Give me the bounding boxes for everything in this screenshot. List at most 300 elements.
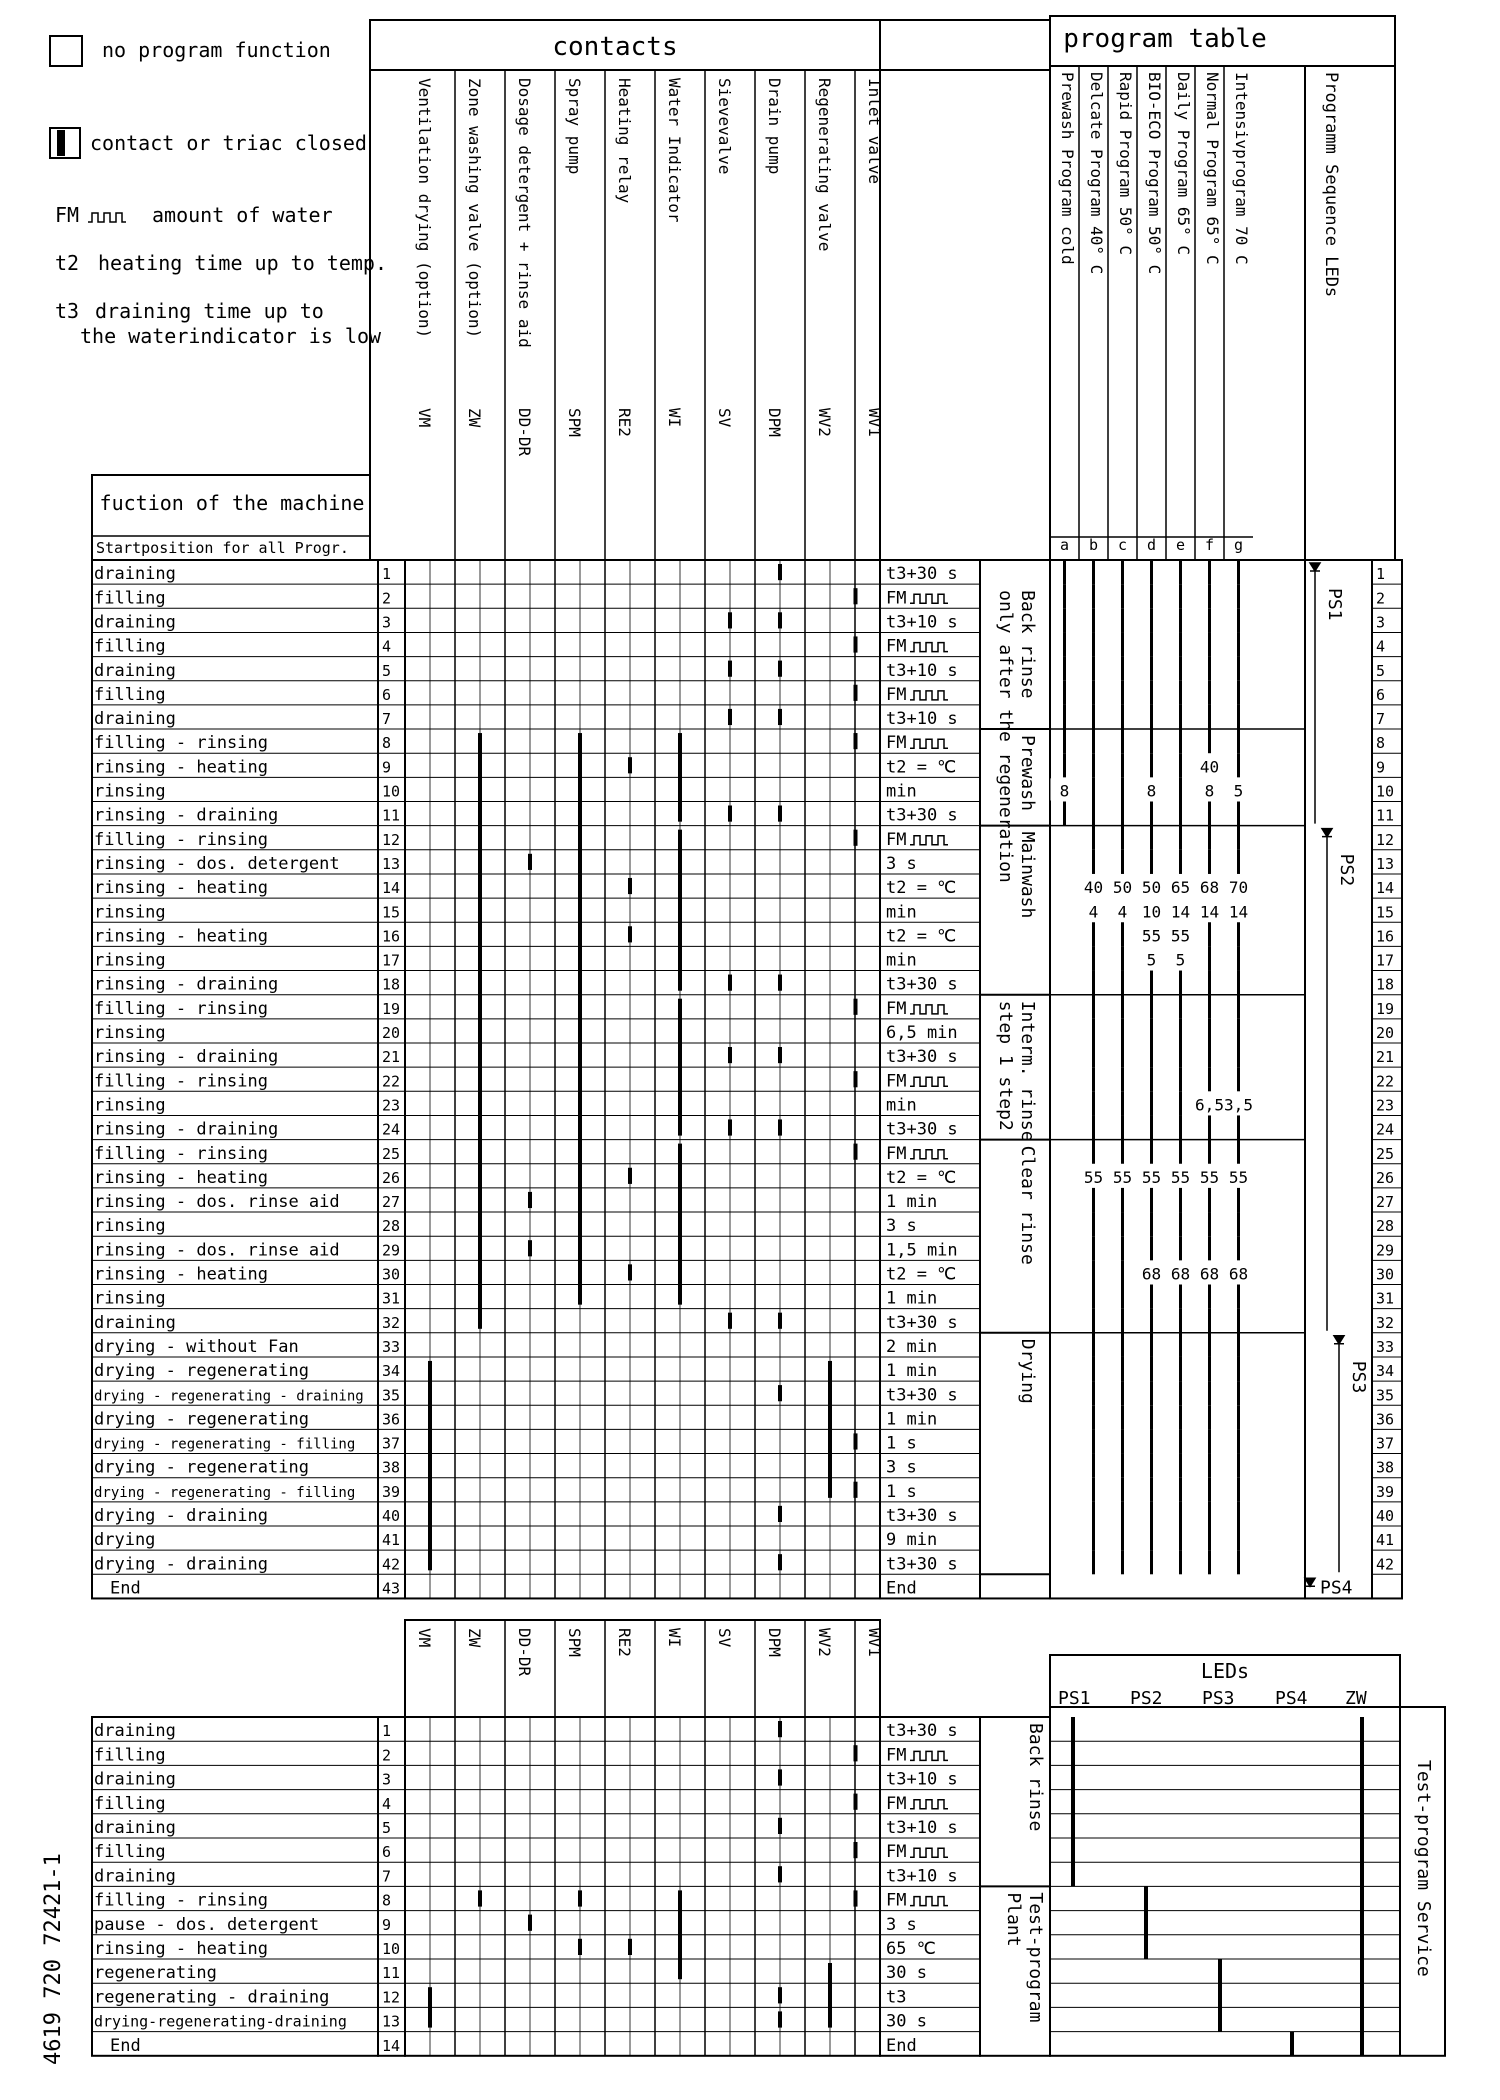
- program-bar: [1121, 1285, 1124, 1309]
- step-time: 3 s: [886, 1914, 917, 1935]
- test-contact-bar: [528, 1915, 532, 1931]
- program-value: 55: [1228, 1167, 1249, 1187]
- test-contact-bar: [854, 1842, 858, 1858]
- program-bar: [1121, 1333, 1124, 1357]
- phase-label: Drying: [1017, 1338, 1038, 1404]
- contact-bar: [528, 1192, 532, 1208]
- program-value: 50: [1112, 878, 1133, 898]
- test-led-bar: [1071, 1717, 1075, 1886]
- contact-bar: [778, 709, 782, 725]
- program-bar: [1179, 1188, 1182, 1212]
- program-value: 55: [1170, 926, 1191, 946]
- test-contact-bar: [778, 1987, 782, 2003]
- program-value: 70: [1228, 878, 1249, 898]
- step-function: rinsing - draining: [94, 805, 279, 826]
- program-bar: [1179, 1091, 1182, 1115]
- program-bar: [1150, 753, 1153, 777]
- program-bar: [1092, 826, 1095, 850]
- program-bar: [1179, 1454, 1182, 1478]
- program-grid: [1050, 560, 1305, 1598]
- program-bar: [1208, 1212, 1211, 1236]
- test-contact-bar: [478, 1890, 482, 1906]
- program-bar: [1150, 1043, 1153, 1067]
- test-led-bar: [1144, 1886, 1148, 1959]
- test-contact-code: ZW: [465, 1628, 484, 1648]
- program-name: Prewash Program cold: [1058, 72, 1077, 265]
- program-bar: [1121, 1115, 1124, 1139]
- program-table-title: program table: [1063, 24, 1267, 54]
- step-time: FM: [886, 1745, 907, 1766]
- program-bar: [1092, 1236, 1095, 1260]
- step-function: filling: [94, 684, 166, 705]
- test-step-number: 1: [382, 1722, 392, 1741]
- program-bar: [1208, 1236, 1211, 1260]
- step-function: rinsing - draining: [94, 1047, 279, 1068]
- program-bar: [1208, 1309, 1211, 1333]
- program-bar: [1179, 971, 1182, 995]
- program-bar: [1237, 1309, 1240, 1333]
- program-bar: [1092, 632, 1095, 656]
- program-value: 55: [1083, 1167, 1104, 1187]
- program-bar: [1150, 729, 1153, 753]
- step-number: 36: [382, 1410, 401, 1429]
- step-function: drying: [94, 1530, 156, 1551]
- program-bar: [1121, 1429, 1124, 1453]
- step-time: t3+30 s: [886, 1385, 958, 1406]
- program-letter: d: [1146, 536, 1157, 554]
- program-bar: [1121, 1550, 1124, 1574]
- program-bar: [1063, 802, 1066, 826]
- program-bar: [1063, 560, 1066, 584]
- program-bar: [1237, 1454, 1240, 1478]
- program-bar: [1208, 1019, 1211, 1043]
- step-number-right: 14: [1376, 879, 1395, 898]
- program-bar: [1179, 1405, 1182, 1429]
- program-bar: [1237, 657, 1240, 681]
- step-function: drying - draining: [94, 1506, 268, 1526]
- contact-bar: [628, 878, 632, 894]
- program-bar: [1092, 971, 1095, 995]
- step-number: 8: [382, 734, 392, 753]
- step-number-right: 28: [1376, 1217, 1395, 1236]
- program-bar: [1092, 1454, 1095, 1478]
- program-bar: [1150, 1478, 1153, 1502]
- program-bar: [1150, 1357, 1153, 1381]
- step-number: 16: [382, 927, 401, 946]
- program-bar: [1179, 705, 1182, 729]
- test-contact-bar: [678, 1890, 682, 1979]
- program-bar: [1150, 995, 1153, 1019]
- step-number-right: 41: [1376, 1531, 1395, 1550]
- program-bar: [1121, 681, 1124, 705]
- step-number-right: 22: [1376, 1072, 1395, 1091]
- program-bar: [1092, 608, 1095, 632]
- contact-code: DPM: [765, 408, 784, 437]
- program-value: 55: [1199, 1167, 1220, 1187]
- contact-bar: [854, 588, 858, 604]
- contact-name: Ventilation drying (option): [415, 78, 434, 339]
- step-function: drying - regenerating - filling: [94, 1436, 356, 1453]
- start-position-note: Startposition for all Progr.: [96, 539, 349, 557]
- program-bar: [1208, 632, 1211, 656]
- program-value: 14: [1170, 902, 1191, 922]
- sequence-leds-title: Programm Sequence LEDs: [1321, 72, 1341, 298]
- contact-bar: [778, 661, 782, 677]
- step-time: t3+30 s: [886, 1721, 958, 1742]
- led-diode-icon: [1322, 829, 1332, 837]
- step-number: 39: [382, 1482, 401, 1501]
- program-bar: [1063, 753, 1066, 777]
- test-leds-title: LEDs: [1200, 1659, 1250, 1683]
- program-bar: [1121, 1478, 1124, 1502]
- step-time: 1 min: [886, 1409, 938, 1430]
- fm-pulse-icon: [910, 1897, 948, 1906]
- program-bar: [1179, 1333, 1182, 1357]
- step-time: 2 min: [886, 1336, 938, 1357]
- program-bar: [1208, 1405, 1211, 1429]
- program-bar: [1179, 777, 1182, 801]
- program-bar: [1150, 850, 1153, 874]
- step-time: t3+10 s: [886, 660, 958, 681]
- program-bar: [1208, 1043, 1211, 1067]
- phase-label: Interm. rinse: [1017, 1000, 1038, 1142]
- contact-bar: [528, 1240, 532, 1256]
- step-number-right: 6: [1376, 685, 1386, 704]
- step-function: draining: [94, 660, 176, 681]
- program-bar: [1092, 729, 1095, 753]
- program-bar: [1121, 1502, 1124, 1526]
- test-contact-bar: [778, 1866, 782, 1882]
- step-number: 1: [382, 565, 392, 584]
- test-led-label: PS1: [1058, 1688, 1091, 1709]
- program-bar: [1179, 1526, 1182, 1550]
- led-diode-icon: [1305, 1578, 1315, 1586]
- step-time: 30 s: [886, 2011, 927, 2032]
- program-bar: [1092, 681, 1095, 705]
- program-bar: [1092, 705, 1095, 729]
- program-bar: [1121, 632, 1124, 656]
- step-number: 41: [382, 1531, 401, 1550]
- program-bar: [1121, 946, 1124, 970]
- step-function: rinsing: [94, 1288, 166, 1309]
- step-time: 9 min: [886, 1530, 938, 1551]
- step-number: 9: [382, 758, 392, 777]
- phase-label: Mainwash: [1017, 831, 1038, 919]
- program-value: 65: [1170, 878, 1191, 898]
- contact-bar: [854, 1482, 858, 1498]
- contact-bar: [578, 733, 582, 1305]
- contact-name: Regenerating valve: [815, 78, 834, 252]
- contact-bar: [778, 564, 782, 580]
- no-function-box-icon: [50, 36, 82, 66]
- program-bar: [1208, 1502, 1211, 1526]
- step-number: 28: [382, 1217, 401, 1236]
- program-bar: [1092, 1550, 1095, 1574]
- phase-sublabel: step 1 step2: [995, 1000, 1016, 1131]
- test-contact-code: WI: [665, 1628, 684, 1648]
- program-bar: [1237, 1550, 1240, 1574]
- contact-closed-bar-icon: [57, 130, 65, 156]
- program-bar: [1150, 1454, 1153, 1478]
- step-function: drying - regenerating - draining: [94, 1388, 364, 1405]
- step-number-right: 29: [1376, 1241, 1395, 1260]
- contact-name: Spray pump: [565, 78, 584, 175]
- legend-fm-key: FM: [55, 203, 80, 227]
- program-bar: [1208, 850, 1211, 874]
- program-bar: [1092, 657, 1095, 681]
- program-bar: [1092, 1067, 1095, 1091]
- program-bar: [1208, 946, 1211, 970]
- step-number-right: 35: [1376, 1386, 1395, 1405]
- contact-bar: [854, 1433, 858, 1449]
- step-number-right: 33: [1376, 1337, 1395, 1356]
- program-bar: [1179, 584, 1182, 608]
- program-bar: [1150, 1212, 1153, 1236]
- step-number: 38: [382, 1458, 401, 1477]
- step-number-right: 4: [1376, 637, 1386, 656]
- program-bar: [1150, 802, 1153, 826]
- step-number: 11: [382, 806, 401, 825]
- step-function: filling - rinsing: [94, 1143, 268, 1164]
- function-header: fuction of the machine: [99, 491, 365, 515]
- step-time: min: [886, 902, 917, 923]
- test-step-number: 12: [382, 1988, 401, 2007]
- step-number: 13: [382, 854, 401, 873]
- step-time: FM: [886, 1071, 907, 1092]
- step-function: rinsing - draining: [94, 974, 279, 995]
- program-bar: [1237, 802, 1240, 826]
- program-bar: [1208, 1333, 1211, 1357]
- program-bar: [1179, 1478, 1182, 1502]
- phase-label: Prewash: [1017, 735, 1038, 811]
- test-step-function: pause - dos. detergent: [94, 1914, 320, 1935]
- test-led-grid: [1050, 1707, 1445, 2056]
- program-bar: [1179, 560, 1182, 584]
- step-number: 21: [382, 1048, 401, 1067]
- program-bar: [1092, 802, 1095, 826]
- step-function: filling: [94, 588, 166, 609]
- program-bar: [1150, 705, 1153, 729]
- fm-pulse-icon: [910, 1848, 948, 1857]
- step-number-right: 10: [1376, 782, 1395, 801]
- fm-pulse-icon: [910, 739, 948, 748]
- program-name: Daily Program 65° C: [1174, 72, 1193, 256]
- contact-bar: [528, 854, 532, 870]
- step-time: min: [886, 781, 917, 802]
- step-function: rinsing: [94, 1023, 166, 1043]
- program-bar: [1237, 1526, 1240, 1550]
- contact-bar: [778, 1047, 782, 1063]
- program-bar: [1092, 1285, 1095, 1309]
- test-step-function: filling: [94, 1793, 166, 1814]
- program-bar: [1237, 1043, 1240, 1067]
- program-bar: [1150, 1019, 1153, 1043]
- program-bar: [1237, 584, 1240, 608]
- program-bar: [1237, 1502, 1240, 1526]
- step-time: t3+30 s: [886, 974, 958, 995]
- program-bar: [1092, 1357, 1095, 1381]
- contact-code: WV1: [865, 408, 884, 437]
- program-bar: [1179, 1212, 1182, 1236]
- program-bar: [1150, 560, 1153, 584]
- program-bar: [1150, 1285, 1153, 1309]
- program-bar: [1179, 1236, 1182, 1260]
- program-bar: [1092, 1526, 1095, 1550]
- program-value: 10: [1141, 902, 1162, 922]
- program-bar: [1121, 1067, 1124, 1091]
- time-header: [880, 70, 1050, 560]
- step-number-right: 26: [1376, 1168, 1395, 1187]
- step-number: 12: [382, 830, 401, 849]
- step-time: FM: [886, 1842, 907, 1863]
- test-step-number: 6: [382, 1843, 392, 1862]
- program-bar: [1121, 608, 1124, 632]
- step-time: t3+30 s: [886, 1312, 958, 1333]
- step-time: 1 min: [886, 1192, 938, 1213]
- program-bar: [1121, 1091, 1124, 1115]
- step-number: 26: [382, 1168, 401, 1187]
- contact-bar: [628, 926, 632, 942]
- program-bar: [1092, 1188, 1095, 1212]
- program-name: Rapid Program 50° C: [1116, 72, 1135, 256]
- step-number-right: 37: [1376, 1434, 1395, 1453]
- test-step-function: draining: [94, 1721, 176, 1742]
- contact-bar: [728, 1047, 732, 1063]
- contact-bar: [728, 975, 732, 991]
- program-bar: [1237, 922, 1240, 946]
- contact-name: Zone washing valve (option): [465, 78, 484, 339]
- step-function: draining: [94, 612, 176, 633]
- program-bar: [1237, 729, 1240, 753]
- test-contact-bar: [428, 1987, 432, 2027]
- program-value: 55: [1141, 926, 1162, 946]
- program-bar: [1121, 1140, 1124, 1164]
- program-bar: [1150, 1188, 1153, 1212]
- program-bar: [1208, 1478, 1211, 1502]
- sequence-led-label: PS2: [1336, 853, 1357, 887]
- program-bar: [1150, 608, 1153, 632]
- program-bar: [1121, 1260, 1124, 1284]
- step-number-right: 17: [1376, 951, 1395, 970]
- step-number-right: 13: [1376, 854, 1395, 873]
- program-bar: [1208, 1140, 1211, 1164]
- program-bar: [1150, 1381, 1153, 1405]
- legend-no-function: no program function: [102, 38, 331, 62]
- program-bar: [1208, 802, 1211, 826]
- program-bar: [1121, 1454, 1124, 1478]
- test-contact-bar: [578, 1939, 582, 1955]
- program-bar: [1208, 971, 1211, 995]
- step-function: rinsing: [94, 950, 166, 971]
- step-time: FM: [886, 588, 907, 609]
- program-bar: [1208, 560, 1211, 584]
- program-bar: [1092, 946, 1095, 970]
- step-time: min: [886, 1095, 917, 1116]
- contact-bar: [778, 975, 782, 991]
- program-bar: [1121, 826, 1124, 850]
- program-bar: [1237, 560, 1240, 584]
- step-number: 2: [382, 589, 392, 608]
- contact-bar: [628, 1264, 632, 1280]
- program-bar: [1179, 1502, 1182, 1526]
- program-bar: [1179, 753, 1182, 777]
- step-function: filling - rinsing: [94, 829, 268, 850]
- contact-bar: [854, 733, 858, 749]
- program-bar: [1237, 1478, 1240, 1502]
- fm-pulse-icon: [910, 1751, 948, 1760]
- program-bar: [1208, 608, 1211, 632]
- test-step-function: draining: [94, 1769, 176, 1790]
- program-bar: [1208, 1454, 1211, 1478]
- step-function: rinsing: [94, 1216, 166, 1237]
- step-function: rinsing - heating: [94, 1167, 268, 1188]
- phase-label: Clear rinse: [1017, 1145, 1038, 1265]
- contact-code: SV: [715, 408, 734, 428]
- contact-code: WV2: [815, 408, 834, 437]
- program-bar: [1237, 1019, 1240, 1043]
- step-time: t2 = ℃: [886, 757, 957, 778]
- document-number: 4619 720 72421-1: [41, 1853, 66, 2065]
- program-bar: [1150, 1091, 1153, 1115]
- program-bar: [1208, 1526, 1211, 1550]
- program-bar: [1150, 1333, 1153, 1357]
- step-time: 1,5 min: [886, 1240, 958, 1261]
- step-number-right: 16: [1376, 927, 1395, 946]
- contact-bar: [678, 1144, 682, 1305]
- test-contact-code: DD-DR: [515, 1628, 534, 1677]
- test-step-number: 4: [382, 1794, 392, 1813]
- program-value: 68: [1228, 1264, 1249, 1284]
- fm-pulse-icon: [910, 836, 948, 845]
- test-step-function: regenerating: [94, 1963, 217, 1984]
- program-bar: [1063, 584, 1066, 608]
- test-contact-bar: [778, 2011, 782, 2027]
- step-number-right: 18: [1376, 975, 1395, 994]
- program-bar: [1237, 971, 1240, 995]
- test-contact-code: RE2: [615, 1628, 634, 1657]
- step-time: 1 s: [886, 1433, 917, 1454]
- test-step-function: rinsing - heating: [94, 1939, 268, 1959]
- program-bar: [1150, 1526, 1153, 1550]
- step-time: t3+10 s: [886, 709, 958, 730]
- contact-bar: [728, 806, 732, 822]
- step-number: 43: [382, 1579, 401, 1598]
- step-number-right: 5: [1376, 661, 1386, 680]
- program-bar: [1092, 1043, 1095, 1067]
- contact-bar: [854, 685, 858, 701]
- program-bar: [1179, 1019, 1182, 1043]
- step-number-right: 8: [1376, 734, 1386, 753]
- program-value: 40: [1199, 757, 1220, 777]
- sequence-led-label: PS3: [1348, 1360, 1369, 1394]
- program-bar: [1092, 1478, 1095, 1502]
- step-number-right: 32: [1376, 1313, 1395, 1332]
- program-bar: [1121, 560, 1124, 584]
- led-diode-icon: [1334, 1336, 1344, 1344]
- program-bar: [1208, 729, 1211, 753]
- program-bar: [1063, 681, 1066, 705]
- program-bar: [1237, 753, 1240, 777]
- program-value: 4: [1088, 902, 1099, 922]
- test-step-number: 14: [382, 2036, 401, 2055]
- step-number-right: 7: [1376, 710, 1386, 729]
- program-name: Intensivprogram 70 C: [1232, 72, 1251, 265]
- program-bar: [1092, 1381, 1095, 1405]
- program-bar: [1150, 1236, 1153, 1260]
- program-bar: [1237, 608, 1240, 632]
- step-function: rinsing - heating: [94, 1264, 268, 1285]
- program-bar: [1237, 995, 1240, 1019]
